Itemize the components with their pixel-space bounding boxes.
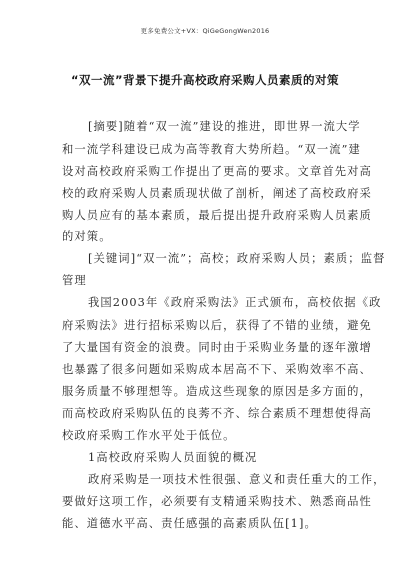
document-title: “双一流”背景下提升高校政府采购人员素质的对策	[70, 73, 340, 87]
body-line: 了大量国有资金的浪费。同时由于采购业务量的逐年激增	[62, 341, 372, 354]
abstract-line: 和一流学科建设已成为高等教育大势所趋。“双一流”建	[62, 143, 361, 156]
body-line: 也暴露了很多问题如采购成本居高不下、采购效率不高、	[62, 363, 372, 376]
section-heading: 1高校政府采购人员面貌的概况	[88, 451, 258, 464]
abstract-line: 的对策。	[62, 230, 112, 243]
body-line: 校政府采购工作水平处于低位。	[62, 429, 236, 442]
body-line: 而高校政府采购队伍的良莠不齐、综合素质不理想使得高	[62, 407, 372, 420]
header-note: 更多免费公文+VX：QiGeGongWen2016	[140, 27, 270, 35]
abstract-line: 设对高校政府采购工作提出了更高的要求。文章首先对高	[62, 165, 372, 178]
body-line: 我国2003年《政府采购法》正式颁布，高校依据《政	[88, 296, 382, 309]
keywords-line: 管理	[62, 274, 87, 287]
body-line: 要做好这项工作，必须要有支精通采购技术、熟悉商品性	[62, 495, 372, 508]
body-line: 政府采购是一项技术性很强、意义和责任重大的工作，	[88, 473, 386, 486]
keywords-line: [关键词]“双一流”；高校；政府采购人员；素质；监督	[88, 252, 386, 265]
body-line: 府采购法》进行招标采购以后，获得了不错的业绩，避免	[62, 319, 372, 332]
body-line: 能、道德水平高、责任感强的高素质队伍[1]。	[62, 517, 317, 530]
abstract-line: 校的政府采购人员素质现状做了剖析，阐述了高校政府采	[62, 187, 372, 200]
abstract-line: [摘要]随着“双一流”建设的推进，即世界一流大学	[88, 120, 361, 133]
abstract-line: 购人员应有的基本素质，最后提出提升政府采购人员素质	[62, 209, 372, 222]
body-line: 服务质量不够理想等。造成这些现象的原因是多方面的，	[62, 385, 372, 398]
